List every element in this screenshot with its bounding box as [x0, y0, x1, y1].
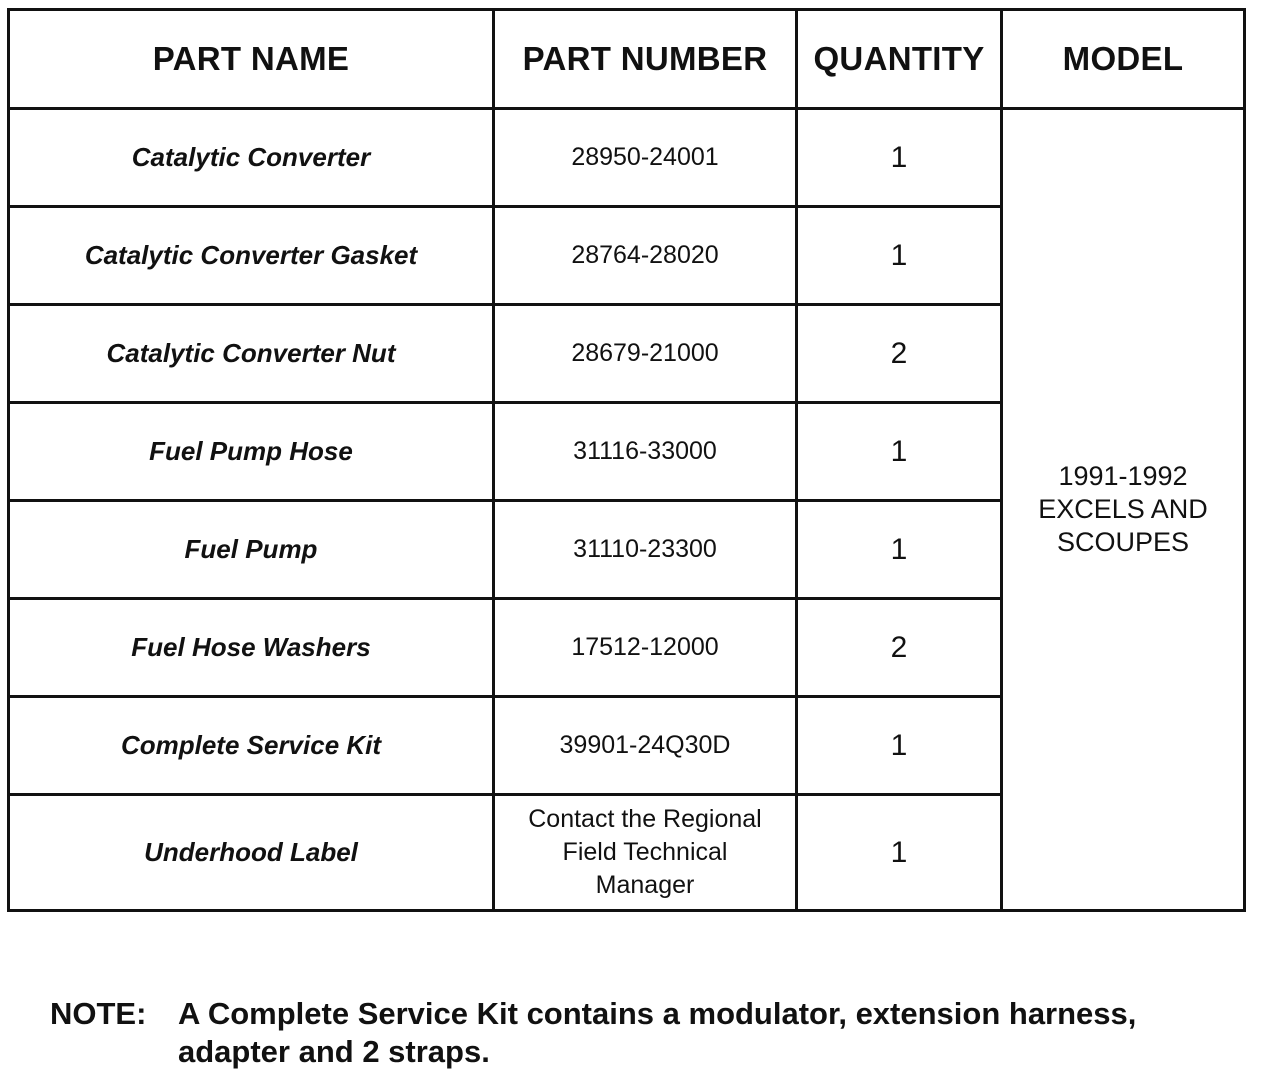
parts-table [7, 8, 1246, 912]
part-name-cell: Complete Service Kit [9, 697, 494, 795]
table-row [9, 109, 1245, 207]
quantity-cell: 1 [797, 795, 1002, 911]
quantity-cell: 2 [797, 599, 1002, 697]
model-name-line-1: EXCELS AND [1038, 494, 1208, 524]
model-name-line-2: SCOUPES [1056, 527, 1190, 557]
part-name-cell: Fuel Pump Hose [9, 403, 494, 501]
contact-line-2: Field Technical [562, 838, 728, 866]
quantity-cell: 1 [797, 109, 1002, 207]
part-number-cell: 28764-28020 [494, 207, 797, 305]
part-name-cell: Fuel Hose Washers [9, 599, 494, 697]
part-number-cell: 17512-12000 [494, 599, 797, 697]
part-name-cell: Catalytic Converter Gasket [9, 207, 494, 305]
header-part-name: PART NAME [9, 10, 494, 109]
header-model: MODEL [1002, 10, 1245, 109]
note-label: NOTE: [50, 996, 147, 1031]
note [50, 995, 1200, 1071]
quantity-cell: 1 [797, 207, 1002, 305]
contact-line-1: Contact the Regional [528, 805, 762, 833]
part-name-cell: Fuel Pump [9, 501, 494, 599]
contact-line-3: Manager [595, 871, 695, 899]
table-header-row [9, 10, 1245, 109]
note-text: A Complete Service Kit contains a modulator, extension harness, adapter and 2 straps. [178, 996, 1137, 1069]
part-number-cell: 39901-24Q30D [494, 697, 797, 795]
part-number-cell: 31116-33000 [494, 403, 797, 501]
part-number-cell: 28950-24001 [494, 109, 797, 207]
part-name-cell: Underhood Label [9, 795, 494, 911]
quantity-cell: 1 [797, 403, 1002, 501]
model-cell [1002, 109, 1245, 911]
model-years: 1991-1992 [1058, 461, 1188, 491]
part-number-cell: 28679-21000 [494, 305, 797, 403]
header-quantity: QUANTITY [797, 10, 1002, 109]
quantity-cell: 1 [797, 501, 1002, 599]
part-number-cell: 31110-23300 [494, 501, 797, 599]
part-name-cell: Catalytic Converter [9, 109, 494, 207]
quantity-cell: 1 [797, 697, 1002, 795]
part-number-cell [494, 795, 797, 911]
header-part-number: PART NUMBER [494, 10, 797, 109]
quantity-cell: 2 [797, 305, 1002, 403]
part-name-cell: Catalytic Converter Nut [9, 305, 494, 403]
